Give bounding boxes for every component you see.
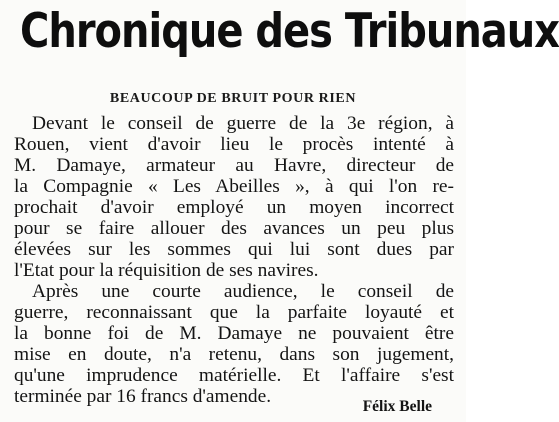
author-signature: Félix Belle [362, 398, 432, 415]
article-line: Après une courte audience, le conseil de [32, 281, 454, 302]
article-line: pour se faire allouer des avances un peu plus [14, 218, 454, 239]
article-line: élevées sur les sommes qui lui sont dues par [14, 239, 454, 260]
article-line: Devant le conseil de guerre de la 3e région, à [32, 113, 454, 134]
article-line: la bonne foi de M. Damaye ne pouvaient être [14, 323, 454, 344]
article-body [14, 113, 454, 407]
article-line: Rouen, vient d'avoir lieu le procès intenté à [14, 134, 454, 155]
article-line: guerre, reconnaissant que la parfaite loyauté et [14, 302, 454, 323]
article-line: qu'une imprudence matérielle. Et l'affaire s'est [14, 365, 454, 386]
article-line: M. Damaye, armateur au Havre, directeur de [14, 155, 454, 176]
article-line: terminée par 16 francs d'amende. [14, 386, 272, 407]
article-line: mise en doute, n'a retenu, dans son jugement, [14, 344, 454, 365]
section-masthead: Chronique des Tribunaux [20, 4, 559, 59]
article-line: la Compagnie « Les Abeilles », à qui l'on re- [14, 176, 454, 197]
article-headline: BEAUCOUP DE BRUIT POUR RIEN [109, 91, 357, 106]
article-line: l'Etat pour la réquisition de ses navires. [14, 260, 319, 281]
article-line: prochait d'avoir employé un moyen incorrect [14, 197, 454, 218]
